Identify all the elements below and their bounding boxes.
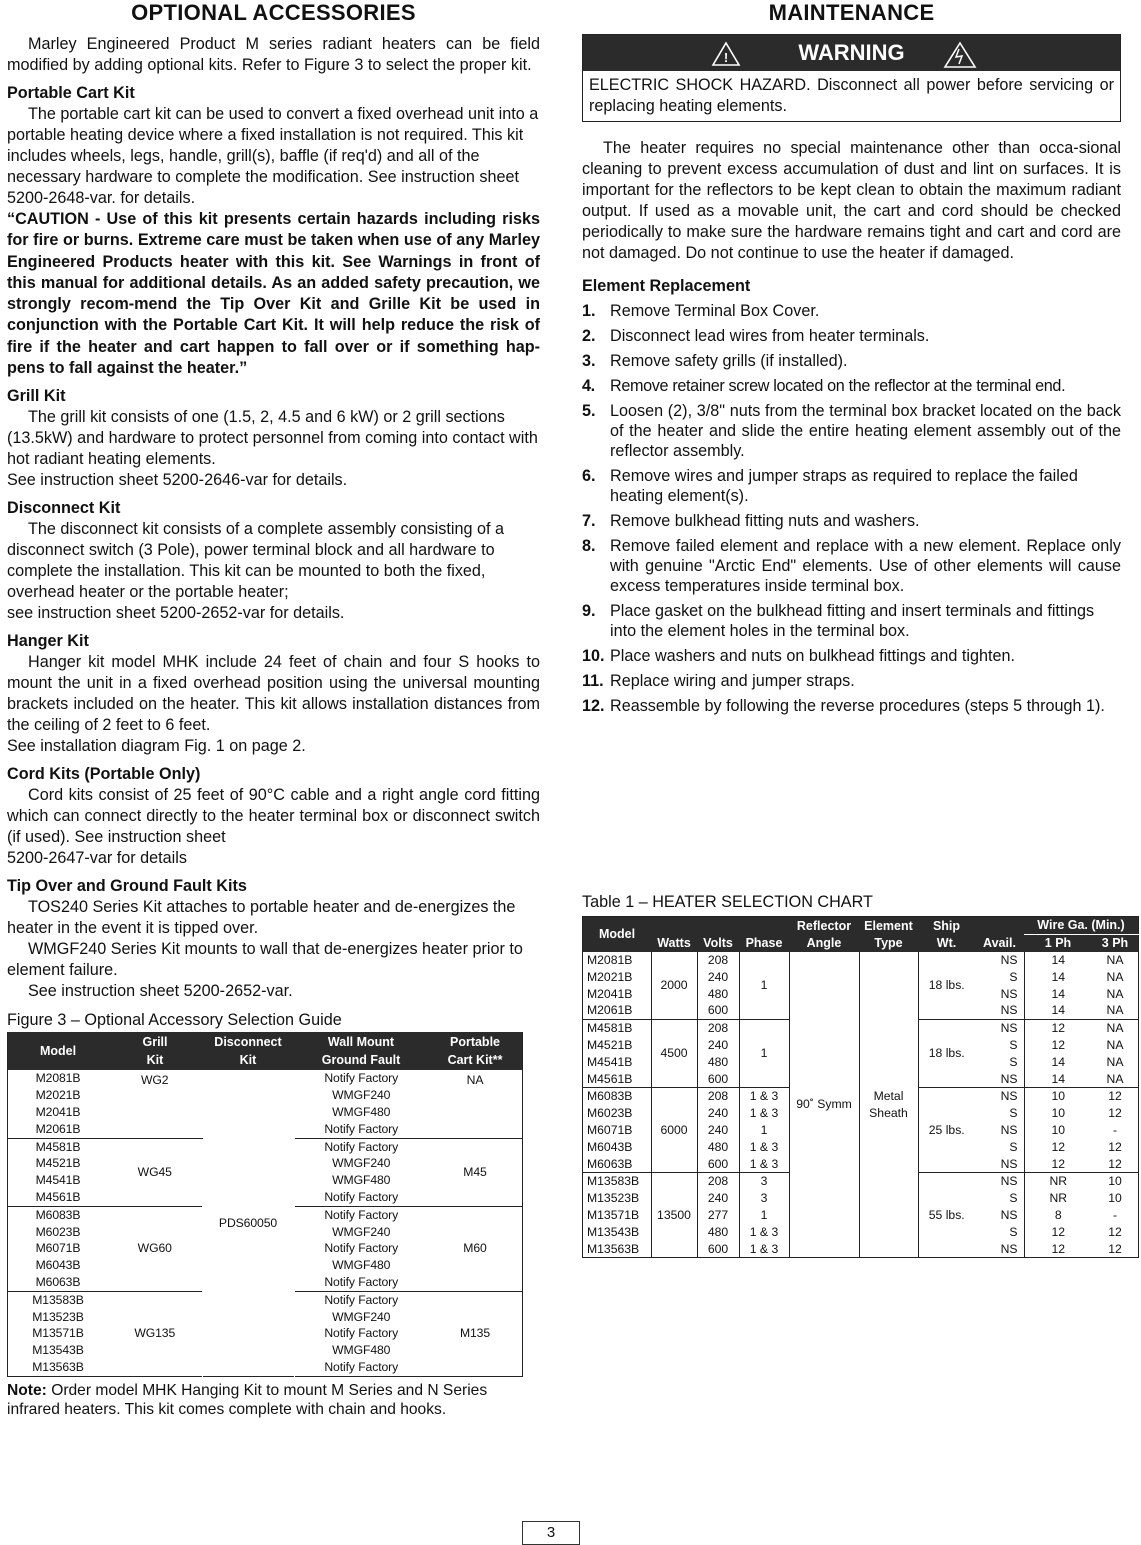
- grill-kit-cell: WG135: [108, 1291, 202, 1376]
- step-number: 9.: [582, 602, 596, 620]
- phase-cell: 3 3 1 1 & 3 1 & 3: [739, 1173, 789, 1258]
- step-number: 2.: [582, 327, 596, 345]
- volts-cell: 208 240 277 480 600: [697, 1173, 739, 1258]
- wire-3ph-cell: 12 12 - 12 12: [1092, 1088, 1139, 1173]
- step-text: Loosen (2), 3/8" nuts from the terminal box bracket located on the back of the heater and slide the entire heating element assembly out of the reflector assembly.: [610, 402, 1121, 460]
- cord-kits-see: 5200-2647-var for details: [7, 849, 187, 868]
- cord-kits-text: Cord kits consist of 25 feet of 90°C cable and a right angle cord fitting which can connect directly to the heater terminal box or disconnect switch (if used). See instruction sheet: [7, 786, 540, 847]
- step-number: 11.: [582, 672, 604, 690]
- step-item: [582, 351, 1121, 371]
- model-cell: M2081B M2021B M2041B M2061B: [583, 952, 652, 1020]
- ship-weight-cell: 55 lbs.: [918, 1173, 975, 1258]
- tip-over-text: TOS240 Series Kit attaches to portable heater and de-energizes the heater in the event it is tipped over.: [7, 898, 516, 938]
- left-column: [7, 0, 540, 1420]
- header-reflector-angle: Reflector Angle: [789, 917, 859, 953]
- step-item: [582, 301, 1121, 321]
- disconnect-kit-cell: PDS60050: [202, 1070, 294, 1376]
- element-type-cell: Metal Sheath: [859, 952, 918, 1258]
- step-item: [582, 536, 1121, 596]
- selection-header-row-1: [583, 917, 1139, 935]
- replacement-steps: [582, 301, 1121, 716]
- wall-mount-cell: Notify Factory WMGF240 WMGF480 Notify Factory: [294, 1138, 428, 1206]
- accessory-table-header: [8, 1032, 523, 1070]
- portable-cart-heading: Portable Cart Kit: [7, 84, 135, 102]
- wire-1ph-cell: NR NR 8 12 12: [1024, 1173, 1092, 1258]
- step-number: 12.: [582, 697, 605, 715]
- grill-kit-cell: WG60: [108, 1206, 202, 1291]
- disconnect-kit-heading: Disconnect Kit: [7, 499, 121, 518]
- electric-shock-icon: [943, 41, 977, 69]
- header-element-type: Element Type: [859, 917, 918, 953]
- portable-cart-cell: M135: [428, 1291, 523, 1376]
- grill-kit-heading: Grill Kit: [7, 387, 66, 406]
- maintenance-intro: The heater requires no special maintenance other than occa-sional cleaning to prevent excess accumulation of dust and lint on surfaces. It is important for the reflectors to be kept clean to obtain the maximum radiant output. If used as a movable unit, the cart and cord should be checked periodically to make sure the hardware remains tight and cart and cord are not damaged. Do not continue to use the heater if damaged.: [582, 139, 1121, 262]
- grill-kit-text: The grill kit consists of one (1.5, 2, 4.5 and 6 kW) or 2 grill sections (13.5kW) and hardware to protect personnel from coming into contact with hot radiant heating elements.: [7, 408, 538, 469]
- table-1-caption: Table 1 – HEATER SELECTION CHART: [582, 893, 873, 911]
- grill-kit-cell: WG45: [108, 1138, 202, 1206]
- cord-kits-heading: Cord Kits (Portable Only): [7, 765, 201, 784]
- step-text: Remove failed element and replace with a new element. Replace only with genuine "Arctic End" elements. Use of other elements will cause excess temperatures inside terminal box.: [610, 537, 1121, 595]
- step-item: [582, 696, 1121, 716]
- header-3-ph: 3 Ph: [1092, 935, 1139, 953]
- portable-cart-cell: M60: [428, 1206, 523, 1291]
- step-number: 7.: [582, 512, 596, 530]
- disconnect-kit-text: The disconnect kit consists of a complete assembly consisting of a disconnect switch (3 Pole), power terminal block and all hardware to complete the installation. This kit can be mounted to both the fixed, overhead heater or the portable heater;: [7, 520, 504, 602]
- header-volts: Volts: [697, 917, 739, 953]
- phase-cell: 1: [739, 1020, 789, 1088]
- warning-title: WARNING: [798, 40, 905, 65]
- figure-3-caption: Figure 3 – Optional Accessory Selection Guide: [7, 1011, 342, 1030]
- step-number: 10.: [582, 647, 605, 665]
- avail-cell: NS S S NS: [975, 1020, 1024, 1088]
- step-text: Reassemble by following the reverse procedures (steps 5 through 1).: [610, 697, 1105, 715]
- step-text: Remove safety grills (if installed).: [610, 352, 848, 370]
- step-item: [582, 511, 1121, 531]
- step-text: Disconnect lead wires from heater terminals.: [610, 327, 930, 345]
- step-item: [582, 646, 1121, 666]
- step-item: [582, 671, 1121, 691]
- wire-3ph-cell: NA NA NA NA: [1092, 1020, 1139, 1088]
- tip-over-see: See instruction sheet 5200-2652-var.: [28, 982, 293, 1001]
- caution-text: “CAUTION - Use of this kit presents certain hazards including risks for fire or burns. Extreme care must be taken when use of any Marley Engineered Products heater with this kit. See Warnings in front of this manual for additional details. As an added safety precaution, we strongly recom-mend the Tip Over Kit and Grille Kit be used in conjunction with the Portable Cart Kit. It will help reduce the risk of fire if the heater and cart happen to fall over or if something hap-pens to fall against the heater.”: [7, 210, 540, 378]
- header-wire-gauge: Wire Ga. (Min.): [1024, 917, 1139, 935]
- ship-weight-cell: 18 lbs.: [918, 1020, 975, 1088]
- table-row: [8, 1070, 523, 1138]
- header-model: Model: [583, 917, 652, 953]
- step-number: 1.: [582, 302, 596, 320]
- model-cell: M6083B M6023B M6071B M6043B M6063B: [583, 1088, 652, 1173]
- phase-cell: 1 & 3 1 & 3 1 1 & 3 1 & 3: [739, 1088, 789, 1173]
- step-text: Remove retainer screw located on the reflector at the terminal end.: [610, 377, 1066, 395]
- step-number: 6.: [582, 467, 596, 485]
- grill-kit-see: See instruction sheet 5200-2646-var for details.: [7, 471, 348, 490]
- hanger-kit-heading: Hanger Kit: [7, 632, 89, 651]
- warning-header: [583, 35, 1120, 71]
- phase-cell: 1: [739, 952, 789, 1020]
- step-item: [582, 376, 1121, 396]
- volts-cell: 208 240 480 600: [697, 952, 739, 1020]
- header-phase: Phase: [739, 917, 789, 953]
- disconnect-kit-see: see instruction sheet 5200-2652-var for details.: [7, 604, 345, 623]
- volts-cell: 208 240 240 480 600: [697, 1088, 739, 1173]
- step-item: [582, 401, 1121, 461]
- header-model: Model: [8, 1032, 109, 1070]
- accessory-selection-table: [7, 1032, 523, 1376]
- ship-weight-cell: 18 lbs.: [918, 952, 975, 1020]
- header-wall-mount: Wall Mount Ground Fault: [294, 1032, 428, 1070]
- step-text: Remove Terminal Box Cover.: [610, 302, 820, 320]
- avail-cell: NS S NS S NS: [975, 1173, 1024, 1258]
- step-item: [582, 466, 1121, 506]
- header-ship-wt: Ship Wt.: [918, 917, 975, 953]
- step-text: Place washers and nuts on bulkhead fittings and tighten.: [610, 647, 1015, 665]
- step-text: Remove wires and jumper straps as required to replace the failed heating element(s).: [610, 467, 1078, 505]
- volts-cell: 208 240 480 600: [697, 1020, 739, 1088]
- grill-kit-cell: WG2: [108, 1070, 202, 1138]
- element-replacement-heading: Element Replacement: [582, 277, 751, 295]
- tip-over-heading: Tip Over and Ground Fault Kits: [7, 877, 247, 896]
- note-text: Note: Order model MHK Hanging Kit to mount M Series and N Series infrared heaters. This kit comes complete with chain and hooks.: [7, 1381, 488, 1419]
- maintenance-title: MAINTENANCE: [768, 0, 935, 25]
- model-cell: M2081B M2021B M2041B M2061B: [8, 1070, 109, 1138]
- watts-cell: 13500: [651, 1173, 697, 1258]
- warning-box: [582, 34, 1121, 122]
- warning-text: ELECTRIC SHOCK HAZARD. Disconnect all power before servicing or replacing heating elements.: [589, 76, 1114, 115]
- optional-accessories-title: OPTIONAL ACCESSORIES: [131, 0, 416, 25]
- step-number: 8.: [582, 537, 596, 555]
- header-portable-cart: Portable Cart Kit**: [428, 1032, 523, 1070]
- wall-mount-cell: Notify Factory WMGF240 Notify Factory WMGF480 Notify Factory: [294, 1291, 428, 1376]
- svg-text:!: !: [723, 50, 729, 65]
- model-cell: M13583B M13523B M13571B M13543B M13563B: [583, 1173, 652, 1258]
- step-text: Remove bulkhead fitting nuts and washers.: [610, 512, 920, 530]
- page-number: 3: [522, 1521, 580, 1545]
- wire-1ph-cell: 10 10 10 12 12: [1024, 1088, 1092, 1173]
- heater-selection-table: [582, 916, 1139, 1258]
- step-text: Replace wiring and jumper straps.: [610, 672, 855, 690]
- step-number: 4.: [582, 377, 595, 395]
- hanger-kit-text: Hanger kit model MHK include 24 feet of chain and four S hooks to mount the unit in a fixed overhead position using the universal mounting brackets included on the heater. This kit allows installation distances from the ceiling of 2 feet to 6 feet.: [7, 653, 540, 735]
- wire-1ph-cell: 12 12 14 14: [1024, 1020, 1092, 1088]
- wall-mount-cell: Notify Factory WMGF240 Notify Factory WMGF480 Notify Factory: [294, 1206, 428, 1291]
- portable-cart-cell: NA: [428, 1070, 523, 1138]
- header-grill-kit: Grill Kit: [108, 1032, 202, 1070]
- header-avail: Avail.: [975, 917, 1024, 953]
- model-cell: M4581B M4521B M4541B M4561B: [8, 1138, 109, 1206]
- portable-cart-cell: M45: [428, 1138, 523, 1206]
- step-item: [582, 601, 1121, 641]
- header-1-ph: 1 Ph: [1024, 935, 1092, 953]
- step-number: 5.: [582, 402, 596, 420]
- watts-cell: 4500: [651, 1020, 697, 1088]
- header-watts: Watts: [651, 917, 697, 953]
- wire-1ph-cell: 14 14 14 14: [1024, 952, 1092, 1020]
- step-number: 3.: [582, 352, 596, 370]
- right-column: [582, 0, 1129, 1256]
- portable-cart-text: The portable cart kit can be used to convert a fixed overhead unit into a portable heating device where a fixed installation is not required. This kit includes wheels, legs, handle, grill(s), baffle (if req'd) and all of the necessary hardware to complete the modification. See instruction sheet 5200-2648-var. for details.: [7, 105, 539, 207]
- ground-fault-text: WMGF240 Series Kit mounts to wall that de-energizes heater prior to element failure.: [7, 940, 523, 980]
- avail-cell: NS S NS S NS: [975, 1088, 1024, 1173]
- step-item: [582, 326, 1121, 346]
- model-cell: M13583B M13523B M13571B M13543B M13563B: [8, 1291, 109, 1376]
- wall-mount-cell: Notify Factory WMGF240 WMGF480 Notify Factory: [294, 1070, 428, 1138]
- wire-3ph-cell: NA NA NA NA: [1092, 952, 1139, 1020]
- model-cell: M6083B M6023B M6071B M6043B M6063B: [8, 1206, 109, 1291]
- wire-3ph-cell: 10 10 - 12 12: [1092, 1173, 1139, 1258]
- header-disconnect-kit: Disconnect Kit: [202, 1032, 294, 1070]
- table-row: [583, 952, 1139, 1020]
- hanger-kit-see: See installation diagram Fig. 1 on page 2.: [7, 737, 306, 756]
- step-text: Place gasket on the bulkhead fitting and insert terminals and fittings into the element holes in the terminal box.: [610, 602, 1095, 640]
- ship-weight-cell: 25 lbs.: [918, 1088, 975, 1173]
- watts-cell: 2000: [651, 952, 697, 1020]
- reflector-angle-cell: 90˚ Symm: [789, 952, 859, 1258]
- accessories-intro: Marley Engineered Product M series radiant heaters can be field modified by adding optional kits. Refer to Figure 3 to select the proper kit.: [7, 35, 540, 74]
- watts-cell: 6000: [651, 1088, 697, 1173]
- avail-cell: NS S NS NS: [975, 952, 1024, 1020]
- model-cell: M4581B M4521B M4541B M4561B: [583, 1020, 652, 1088]
